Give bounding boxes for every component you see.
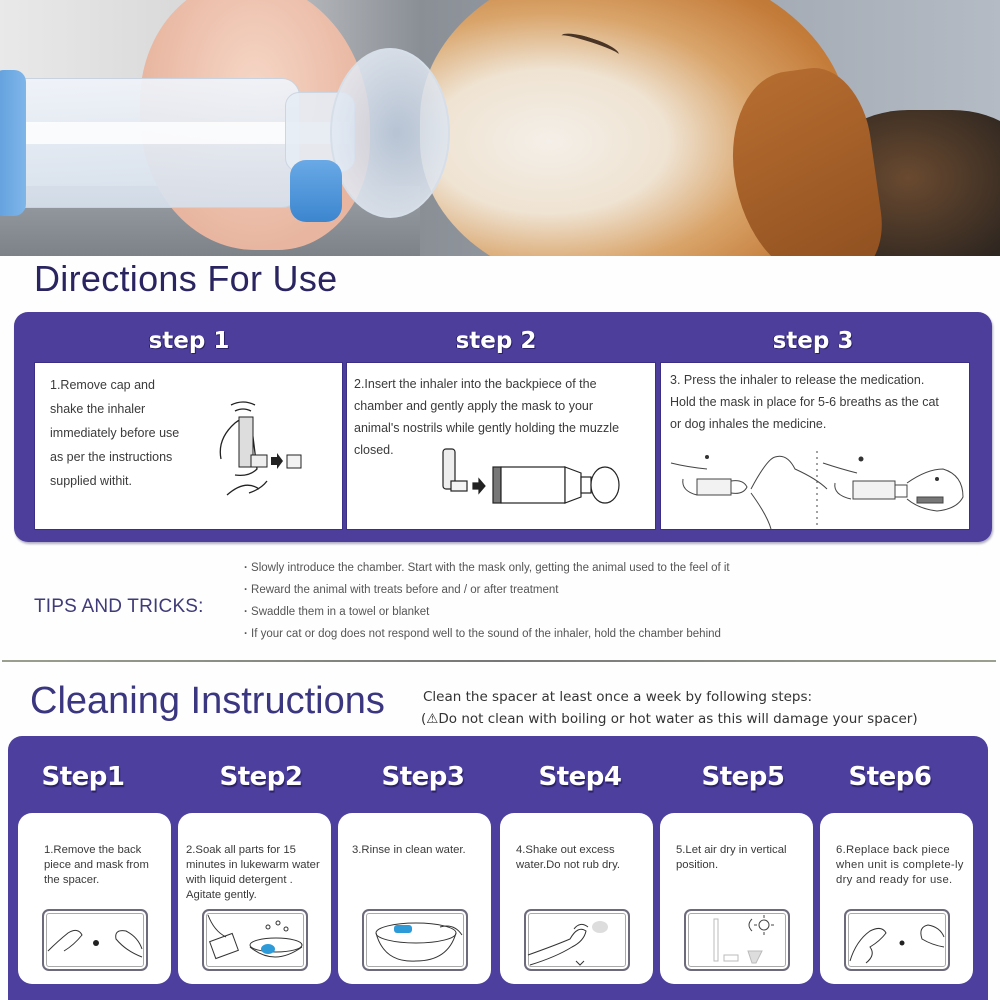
cleaning-step-5-label: Step5 <box>701 762 785 792</box>
direction-step-3-label: step 3 <box>772 328 854 354</box>
cat-and-dog-using-spacer-icon <box>667 449 967 529</box>
tip-item: · Reward the animal with treats before and / or after treatment <box>244 579 730 601</box>
text-line: shake the inhaler <box>50 402 146 416</box>
cleaning-step-1-box <box>18 813 171 984</box>
hero-photo <box>0 0 1000 256</box>
inhaler-into-chamber-icon <box>435 445 635 509</box>
text-line: 3. Press the inhaler to release the medication. <box>670 373 925 387</box>
cleaning-step-6-box <box>820 813 973 984</box>
text-line: as per the instructions <box>50 450 173 464</box>
direction-step-2-box <box>346 362 656 530</box>
cleaning-title: Cleaning Instructions <box>30 680 385 722</box>
tip-item: · Slowly introduce the chamber. Start with the mask only, getting the animal used to the feel of it <box>244 557 730 579</box>
direction-step-1-box <box>34 362 343 530</box>
text-line: 2.Insert the inhaler into the backpiece of the <box>354 377 597 391</box>
cleaning-warning-note: (⚠Do not clean with boiling or hot water as this will damage your spacer) <box>421 711 918 727</box>
directions-panel <box>14 312 992 542</box>
text-line: immediately before use <box>50 426 180 440</box>
direction-step-3-text <box>670 369 939 435</box>
cleaning-step-2-label: Step2 <box>219 762 303 792</box>
text-line: 1.Remove cap and <box>50 378 155 392</box>
tips-label: TIPS AND TRICKS: <box>34 596 204 617</box>
tip-item: · If your cat or dog does not respond well to the sound of the inhaler, hold the chamber behind <box>244 623 730 645</box>
cleaning-note <box>423 686 918 730</box>
cleaning-step-1-text: 1.Remove the back piece and mask from the spacer. <box>44 844 149 886</box>
direction-step-1-text <box>50 373 179 493</box>
direction-step-2-label: step 2 <box>455 328 537 354</box>
cleaning-step-3-label: Step3 <box>381 762 465 792</box>
text-line: or dog inhales the medicine. <box>670 417 827 431</box>
cleaning-step-4-label: Step4 <box>538 762 622 792</box>
reassemble-hands-icon <box>844 909 950 971</box>
text-line: closed. <box>354 443 394 457</box>
rinse-in-bowl-icon <box>362 909 468 971</box>
tips-list <box>244 557 730 645</box>
cleaning-step-6-label: Step6 <box>848 762 932 792</box>
cleaning-step-5-text: 5.Let air dry in vertical position. <box>676 844 787 871</box>
text-line: chamber and gently apply the mask to your <box>354 399 594 413</box>
cleaning-step-3-text: 3.Rinse in clean water. <box>352 844 466 856</box>
cleaning-step-4-text: 4.Shake out excess water.Do not rub dry. <box>516 844 621 871</box>
cleaning-step-6-text: 6.Replace back piece when unit is complete-ly dry and ready for use. <box>836 844 964 886</box>
cleaning-frequency-note: Clean the spacer at least once a week by following steps: <box>423 689 813 705</box>
direction-step-1-label: step 1 <box>148 328 230 354</box>
cleaning-step-2-box <box>178 813 331 984</box>
cleaning-step-4-box <box>500 813 653 984</box>
text-line: animal's nostrils while gently holding the muzzle <box>354 421 620 435</box>
section-divider <box>2 660 996 662</box>
cleaning-step-5-box <box>660 813 813 984</box>
spacer-mask <box>330 48 450 218</box>
spacer-end-cap <box>0 70 26 216</box>
shake-hand-icon <box>524 909 630 971</box>
cleaning-step-1-label: Step1 <box>41 762 125 792</box>
valve-cap <box>290 160 342 222</box>
air-dry-icon <box>684 909 790 971</box>
hand-shaking-inhaler-icon <box>205 399 325 499</box>
cleaning-step-3-box <box>338 813 491 984</box>
text-line: supplied withit. <box>50 474 132 488</box>
remove-parts-hands-icon <box>42 909 148 971</box>
cleaning-step-2-text: 2.Soak all parts for 15 minutes in lukewarm water with liquid detergent . Agitate gently. <box>186 844 320 901</box>
soak-in-bowl-icon <box>202 909 308 971</box>
tip-item: · Swaddle them in a towel or blanket <box>244 601 730 623</box>
directions-title: Directions For Use <box>34 258 338 299</box>
text-line: Hold the mask in place for 5-6 breaths as the cat <box>670 395 939 409</box>
direction-step-3-box <box>660 362 970 530</box>
